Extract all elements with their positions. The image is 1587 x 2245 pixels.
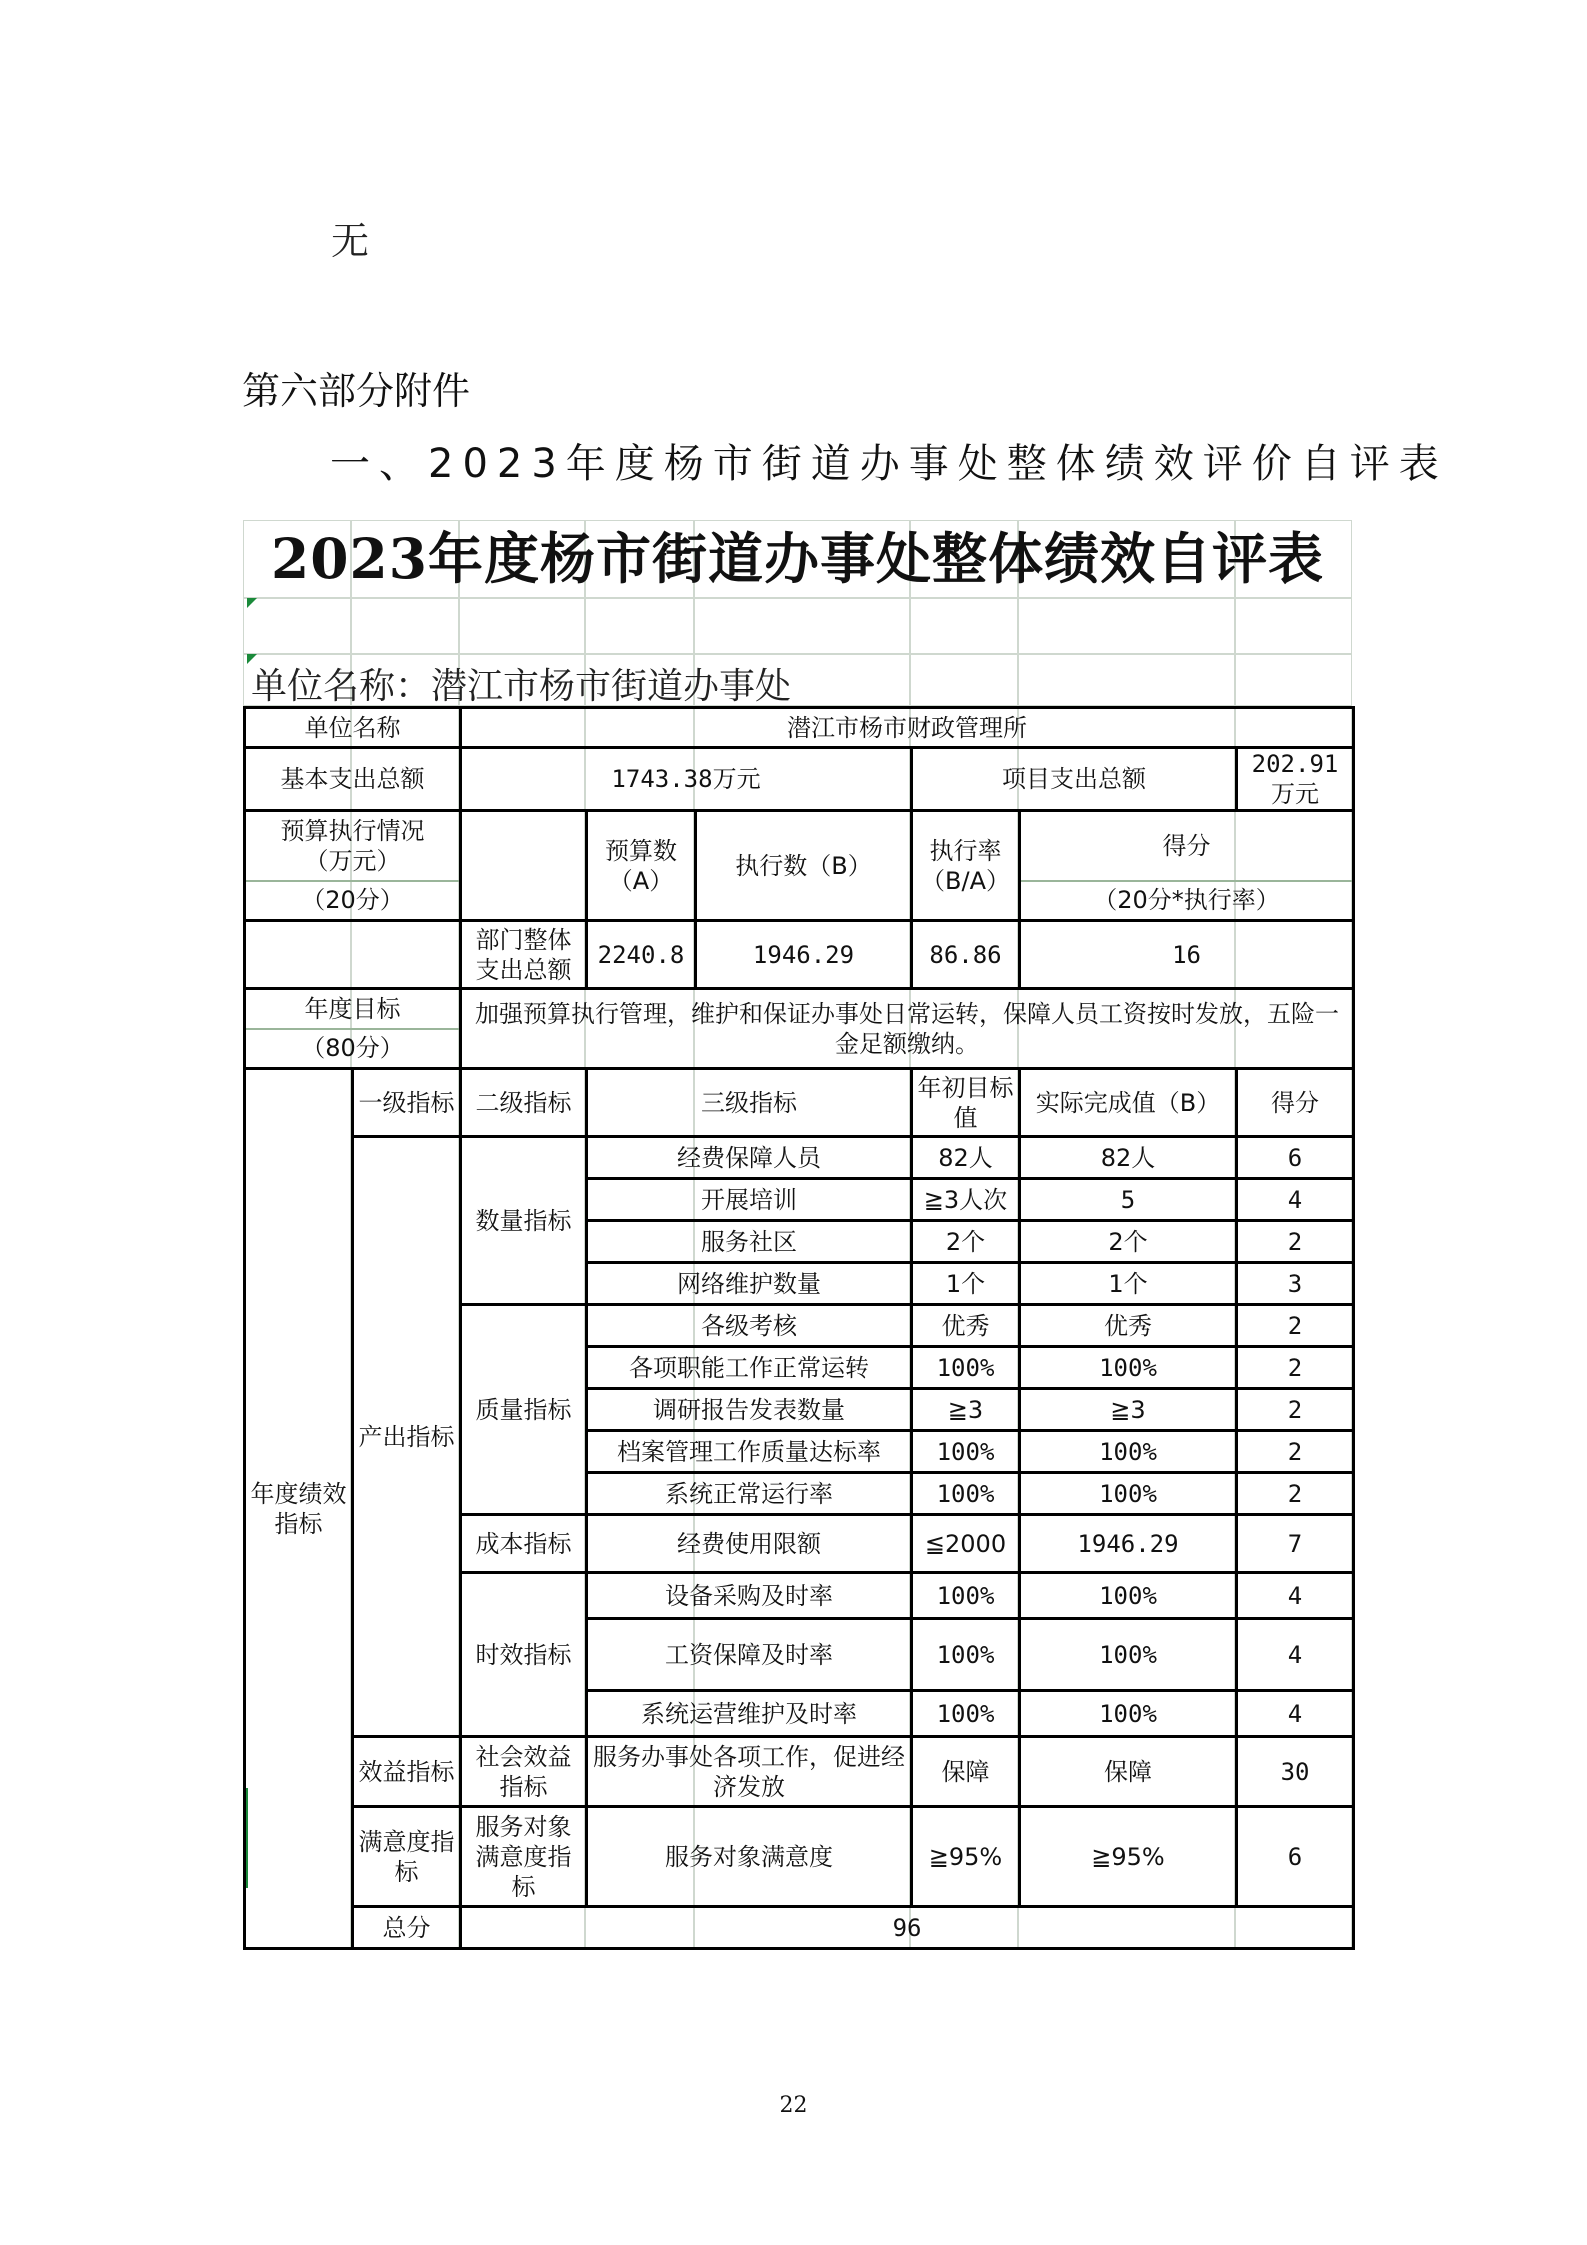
indicator-target: 1个 xyxy=(912,1263,1020,1305)
budget-header-b: 执行数（B） xyxy=(696,811,912,921)
budget-points: （20分） xyxy=(245,881,461,921)
indicator-actual: 5 xyxy=(1020,1179,1237,1221)
indicator-actual: 保障 xyxy=(1020,1737,1237,1807)
indicator-score: 4 xyxy=(1237,1619,1354,1691)
dept-total-label: 部门整体支出总额 xyxy=(461,921,587,989)
perf-indicators-label: 年度绩效指标 xyxy=(245,1069,353,1949)
indicator-target: ≧3 xyxy=(912,1389,1020,1431)
indicator-name: 网络维护数量 xyxy=(587,1263,912,1305)
dept-score: 16 xyxy=(1020,921,1354,989)
indicator-actual: 优秀 xyxy=(1020,1305,1237,1347)
indicator-target: 2个 xyxy=(912,1221,1020,1263)
indicator-name: 各项职能工作正常运转 xyxy=(587,1347,912,1389)
form-heading: 一、2023年度杨市街道办事处整体绩效评价自评表 xyxy=(330,441,1448,487)
annual-goal-points: （80分） xyxy=(245,1029,461,1069)
indicator-score: 4 xyxy=(1237,1573,1354,1619)
indicator-name: 开展培训 xyxy=(587,1179,912,1221)
indicator-target: 82人 xyxy=(912,1137,1020,1179)
project-expense-value: 202.91万元 xyxy=(1237,748,1354,811)
indicator-target: 优秀 xyxy=(912,1305,1020,1347)
indicator-target: 100% xyxy=(912,1347,1020,1389)
col-level3: 三级指标 xyxy=(587,1069,912,1137)
indicator-name: 设备采购及时率 xyxy=(587,1573,912,1619)
evaluation-table xyxy=(243,706,1355,1950)
col-actual: 实际完成值（B） xyxy=(1020,1069,1237,1137)
indicator-score: 30 xyxy=(1237,1737,1354,1807)
dept-executed: 1946.29 xyxy=(696,921,912,989)
indicator-name: 档案管理工作质量达标率 xyxy=(587,1431,912,1473)
indicator-name: 服务办事处各项工作，促进经济发放 xyxy=(587,1737,912,1807)
basic-expense-value: 1743.38万元 xyxy=(461,748,912,811)
total-label: 总分 xyxy=(353,1907,461,1949)
dept-budget: 2240.8 xyxy=(587,921,696,989)
indicator-actual: 82人 xyxy=(1020,1137,1237,1179)
col-target: 年初目标值 xyxy=(912,1069,1020,1137)
indicator-target: ≧95% xyxy=(912,1807,1020,1907)
satisfaction-sub-indicators: 服务对象满意度指标 xyxy=(461,1807,587,1907)
blank-cell xyxy=(245,921,461,989)
indicator-name: 调研报告发表数量 xyxy=(587,1389,912,1431)
budget-label-line: （万元） xyxy=(304,846,401,875)
indicator-actual: 1946.29 xyxy=(1020,1515,1237,1573)
indicator-score: 2 xyxy=(1237,1347,1354,1389)
unit-name-label: 单位名称 xyxy=(245,708,461,748)
indicator-name: 工资保障及时率 xyxy=(587,1619,912,1691)
project-expense-label: 项目支出总额 xyxy=(912,748,1237,811)
indicator-score: 2 xyxy=(1237,1473,1354,1515)
indicator-score: 4 xyxy=(1237,1691,1354,1737)
indicator-name: 服务对象满意度 xyxy=(587,1807,912,1907)
col-level1: 一级指标 xyxy=(353,1069,461,1137)
budget-score-note: （20分*执行率） xyxy=(1020,881,1354,921)
satisfaction-indicators: 满意度指标 xyxy=(353,1807,461,1907)
indicator-actual: 100% xyxy=(1020,1619,1237,1691)
budget-header-rate: 执行率（B/A） xyxy=(912,811,1020,921)
indicator-score: 2 xyxy=(1237,1305,1354,1347)
annual-goal-text: 加强预算执行管理，维护和保证办事处日常运转，保障人员工资按时发放，五险一金足额缴纳。 xyxy=(461,989,1354,1069)
indicator-score: 6 xyxy=(1237,1137,1354,1179)
dept-rate: 86.86 xyxy=(912,921,1020,989)
social-benefit-indicators: 社会效益指标 xyxy=(461,1737,587,1807)
budget-header-a: 预算数（A） xyxy=(587,811,696,921)
indicator-name: 服务社区 xyxy=(587,1221,912,1263)
indicator-target: 100% xyxy=(912,1431,1020,1473)
cell-marker xyxy=(247,598,257,608)
quantity-indicators: 数量指标 xyxy=(461,1137,587,1305)
indicator-score: 6 xyxy=(1237,1807,1354,1907)
cost-indicators: 成本指标 xyxy=(461,1515,587,1573)
indicator-score: 2 xyxy=(1237,1431,1354,1473)
budget-blank-cell xyxy=(461,811,587,921)
quality-indicators: 质量指标 xyxy=(461,1305,587,1515)
benefit-indicators: 效益指标 xyxy=(353,1737,461,1807)
col-level2: 二级指标 xyxy=(461,1069,587,1137)
indicator-actual: 1个 xyxy=(1020,1263,1237,1305)
indicator-score: 4 xyxy=(1237,1179,1354,1221)
page-number: 22 xyxy=(779,2093,808,2118)
none-text: 无 xyxy=(331,219,370,263)
indicator-actual: ≧95% xyxy=(1020,1807,1237,1907)
indicator-actual: 100% xyxy=(1020,1691,1237,1737)
indicator-score: 2 xyxy=(1237,1389,1354,1431)
indicator-name: 经费使用限额 xyxy=(587,1515,912,1573)
basic-expense-label: 基本支出总额 xyxy=(245,748,461,811)
section-heading: 第六部分附件 xyxy=(242,369,471,413)
indicator-name: 系统运营维护及时率 xyxy=(587,1691,912,1737)
indicator-target: 100% xyxy=(912,1473,1020,1515)
indicator-name: 经费保障人员 xyxy=(587,1137,912,1179)
budget-label-line: 预算执行情况 xyxy=(280,816,425,845)
output-indicators: 产出指标 xyxy=(353,1137,461,1737)
indicator-target: 100% xyxy=(912,1573,1020,1619)
unit-name-value: 潜江市杨市财政管理所 xyxy=(461,708,1354,748)
total-value: 96 xyxy=(461,1907,1354,1949)
budget-header-score: 得分 xyxy=(1020,811,1354,881)
indicator-actual: 2个 xyxy=(1020,1221,1237,1263)
indicator-name: 系统正常运行率 xyxy=(587,1473,912,1515)
indicator-target: 100% xyxy=(912,1691,1020,1737)
indicator-target: 保障 xyxy=(912,1737,1020,1807)
indicator-name: 各级考核 xyxy=(587,1305,912,1347)
sheet-title: 2023年度杨市街道办事处整体绩效自评表 xyxy=(270,526,1325,591)
indicator-actual: ≧3 xyxy=(1020,1389,1237,1431)
col-score: 得分 xyxy=(1237,1069,1354,1137)
indicator-actual: 100% xyxy=(1020,1431,1237,1473)
unit-caption: 单位名称：潜江市杨市街道办事处 xyxy=(251,666,792,707)
indicator-target: ≦2000 xyxy=(912,1515,1020,1573)
spreadsheet-image xyxy=(243,520,1352,1950)
indicator-target: ≧3人次 xyxy=(912,1179,1020,1221)
budget-label xyxy=(245,811,461,881)
indicator-actual: 100% xyxy=(1020,1473,1237,1515)
annual-goal-label: 年度目标 xyxy=(245,989,461,1029)
indicator-score: 7 xyxy=(1237,1515,1354,1573)
indicator-target: 100% xyxy=(912,1619,1020,1691)
indicator-score: 3 xyxy=(1237,1263,1354,1305)
indicator-score: 2 xyxy=(1237,1221,1354,1263)
indicator-actual: 100% xyxy=(1020,1347,1237,1389)
indicator-actual: 100% xyxy=(1020,1573,1237,1619)
timeliness-indicators: 时效指标 xyxy=(461,1573,587,1737)
